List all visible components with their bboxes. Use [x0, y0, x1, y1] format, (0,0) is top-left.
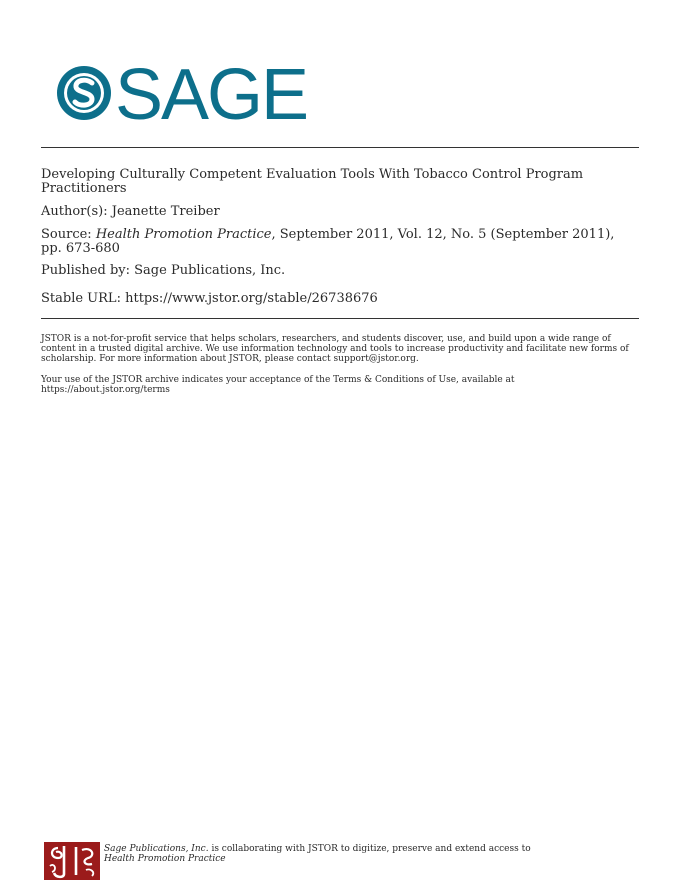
footer-text: [104, 844, 531, 880]
middle-divider: [41, 318, 639, 319]
source-line: [41, 228, 639, 256]
published-line: [41, 264, 639, 278]
jstor-about-notice: JSTOR is a not-for-profit service that helps scholars, researchers, and students discover, use, and build upon a wide range of content in a trusted digital archive. We use information technology and tools to increase productivity and facilitate new forms of scholarship. For more information about JSTOR, please contact support@jstor.org.: [41, 334, 629, 364]
source-label: Source:: [41, 227, 92, 242]
source-details: , September 2011, Vol. 12, No. 5 (September 2011), pp. 673-680: [41, 227, 615, 256]
publisher-name: Sage Publications, Inc.: [134, 263, 286, 278]
journal-title: Health Promotion Practice: [95, 227, 272, 242]
stable-url-label: Stable URL:: [41, 291, 121, 306]
footer: [44, 842, 531, 880]
stable-url-link[interactable]: https://www.jstor.org/stable/26738676: [125, 291, 378, 306]
jstor-logo-icon: [44, 842, 100, 880]
sage-logo: [55, 55, 308, 135]
terms-notice: Your use of the JSTOR archive indicates your acceptance of the Terms & Conditions of Use, available at https://about.jstor.org/terms: [41, 375, 515, 395]
footer-journal: Health Promotion Practice: [104, 854, 226, 864]
article-title: Developing Culturally Competent Evaluation Tools With Tobacco Control Program Practitioners: [41, 167, 584, 196]
author-label: Author(s):: [41, 204, 108, 219]
published-label: Published by:: [41, 263, 130, 278]
footer-line-1: [104, 844, 531, 854]
top-divider: [41, 147, 639, 148]
stable-url-line: [41, 292, 639, 306]
footer-publisher: Sage Publications, Inc.: [104, 844, 209, 854]
sage-logo-text: SAGE: [115, 55, 308, 135]
author-name: Jeanette Treiber: [111, 204, 220, 219]
footer-collab: is collaborating with JSTOR to digitize, preserve and extend access to: [211, 844, 531, 854]
author-line: [41, 205, 639, 219]
footer-line-2: [104, 854, 531, 864]
sage-s-mark-icon: [55, 64, 113, 122]
